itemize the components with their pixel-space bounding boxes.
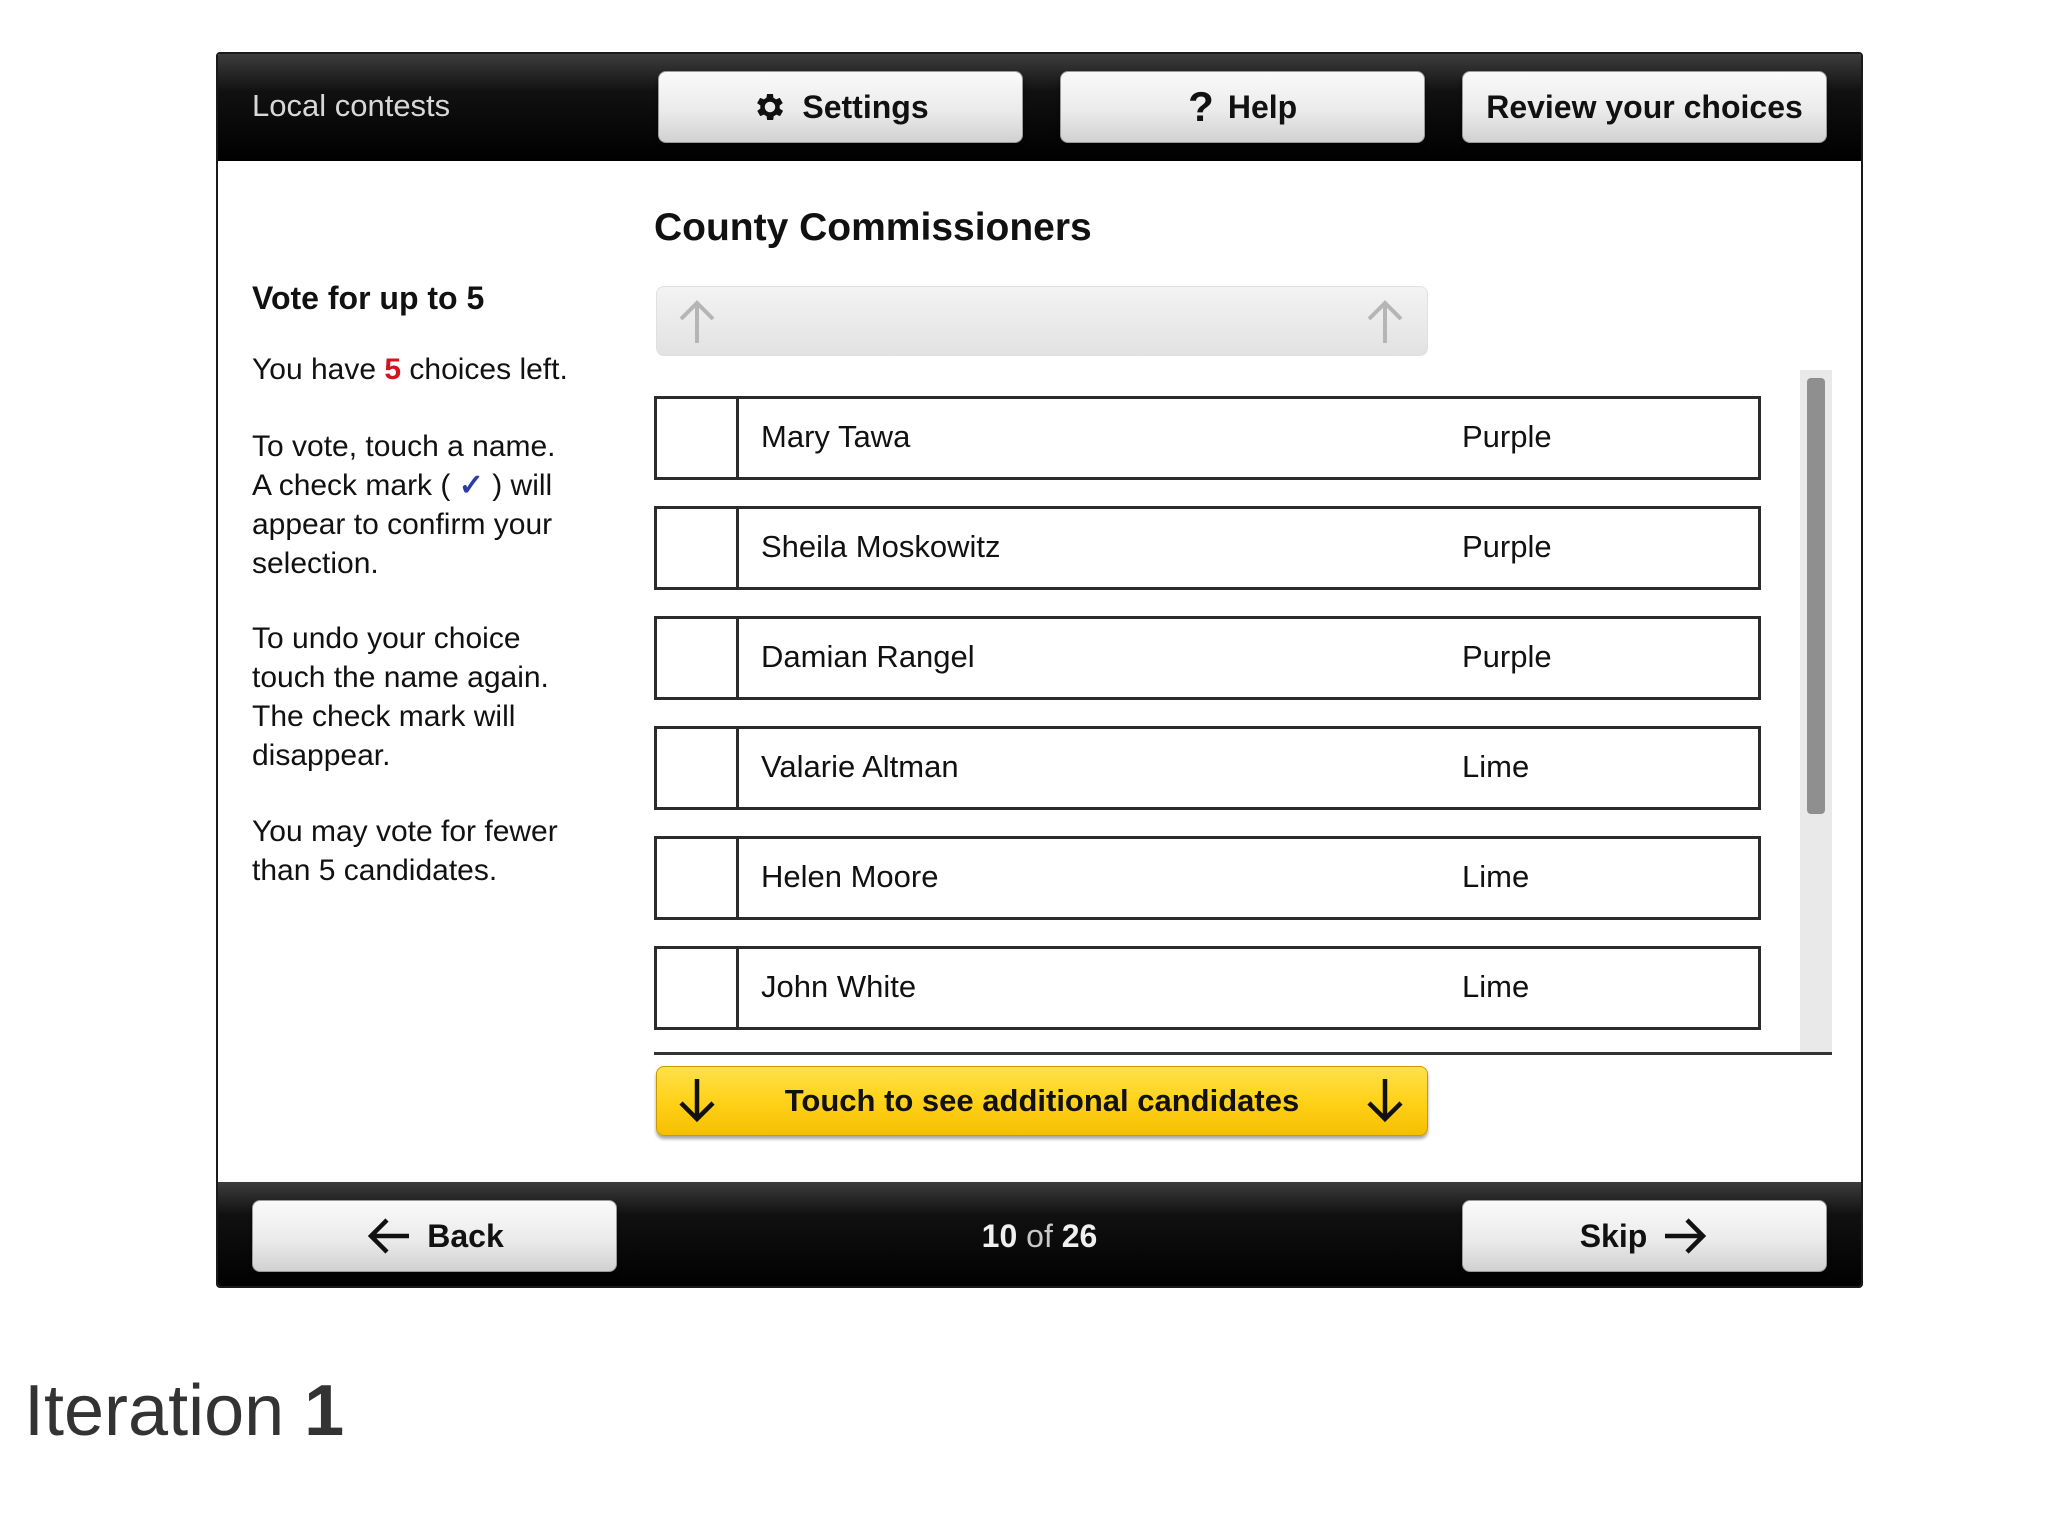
candidate-checkbox[interactable]	[657, 399, 739, 477]
candidate-row[interactable]	[654, 946, 1761, 1030]
vote-line-1: To vote, touch a name.	[252, 430, 556, 463]
fewer-instructions	[252, 812, 642, 890]
candidate-party: Lime	[1462, 749, 1530, 784]
candidate-row[interactable]	[654, 726, 1761, 810]
candidate-row[interactable]	[654, 396, 1761, 480]
caption-number: 1	[304, 1371, 345, 1451]
page-of: of	[1026, 1218, 1053, 1254]
undo-line-1: To undo your choice	[252, 622, 521, 655]
candidate-name: Helen Moore	[761, 859, 939, 894]
candidate-row[interactable]	[654, 506, 1761, 590]
page-current: 10	[981, 1218, 1018, 1254]
choices-left-text	[252, 350, 642, 389]
vote-line-2b: ) will	[492, 469, 553, 502]
gear-icon	[752, 89, 788, 125]
vote-limit: Vote for up to 5	[252, 280, 485, 316]
undo-line-3: The check mark will	[252, 700, 516, 733]
candidate-name: Sheila Moskowitz	[761, 529, 1001, 564]
check-mark-icon: ✓	[458, 469, 484, 502]
candidate-name: John White	[761, 969, 917, 1004]
candidate-checkbox[interactable]	[657, 949, 739, 1027]
vote-line-3: appear to confirm your	[252, 508, 553, 541]
review-label: Review your choices	[1486, 88, 1803, 125]
help-button[interactable]	[1060, 71, 1425, 143]
top-bar	[218, 54, 1861, 161]
iteration-caption	[24, 1370, 344, 1452]
ballot-screen	[216, 52, 1863, 1288]
choices-count: 5	[384, 353, 402, 386]
candidate-name: Damian Rangel	[761, 639, 975, 674]
fewer-line-1: You may vote for fewer	[252, 815, 558, 848]
undo-line-4: disappear.	[252, 739, 391, 772]
choices-suffix: choices left.	[409, 353, 568, 386]
vote-line-4: selection.	[252, 547, 379, 580]
settings-button[interactable]	[658, 71, 1023, 143]
candidate-checkbox[interactable]	[657, 839, 739, 917]
arrow-up-icon	[1363, 297, 1407, 347]
more-candidates-label: Touch to see additional candidates	[784, 1083, 1300, 1118]
candidate-party: Purple	[1462, 529, 1552, 564]
bottom-bar	[218, 1182, 1861, 1288]
vote-instructions	[252, 427, 642, 583]
skip-button[interactable]	[1462, 1200, 1827, 1272]
candidate-row[interactable]	[654, 836, 1761, 920]
candidate-party: Purple	[1462, 639, 1552, 674]
arrow-down-icon	[1363, 1075, 1407, 1127]
undo-line-2: touch the name again.	[252, 661, 549, 694]
choices-prefix: You have	[252, 353, 377, 386]
candidate-row[interactable]	[654, 616, 1761, 700]
list-divider	[654, 1052, 1832, 1055]
svg-text:?: ?	[1188, 87, 1214, 127]
arrow-right-icon	[1661, 1216, 1709, 1256]
page-total: 26	[1061, 1218, 1098, 1254]
scrollbar-thumb[interactable]	[1807, 378, 1825, 814]
more-candidates-button[interactable]	[656, 1066, 1428, 1136]
settings-label: Settings	[802, 88, 929, 125]
contest-title: County Commissioners	[654, 206, 1092, 249]
question-mark-icon	[1188, 87, 1214, 127]
candidate-party: Lime	[1462, 859, 1530, 894]
section-label: Local contests	[252, 88, 451, 123]
candidate-checkbox[interactable]	[657, 619, 739, 697]
caption-text: Iteration	[24, 1371, 285, 1451]
arrow-up-icon	[675, 297, 719, 347]
skip-label: Skip	[1579, 1217, 1648, 1254]
undo-instructions	[252, 619, 642, 775]
candidate-name: Valarie Altman	[761, 749, 959, 784]
candidate-checkbox[interactable]	[657, 509, 739, 587]
back-label: Back	[427, 1217, 504, 1254]
review-choices-button[interactable]	[1462, 71, 1827, 143]
vote-line-2a: A check mark (	[252, 469, 451, 502]
fewer-line-2: than 5 candidates.	[252, 854, 498, 887]
candidate-checkbox[interactable]	[657, 729, 739, 807]
candidate-party: Lime	[1462, 969, 1530, 1004]
candidate-name: Mary Tawa	[761, 419, 911, 454]
list-scrollbar[interactable]	[1800, 370, 1832, 1053]
help-label: Help	[1227, 88, 1298, 125]
candidate-party: Purple	[1462, 419, 1552, 454]
scroll-up-button	[656, 286, 1428, 356]
